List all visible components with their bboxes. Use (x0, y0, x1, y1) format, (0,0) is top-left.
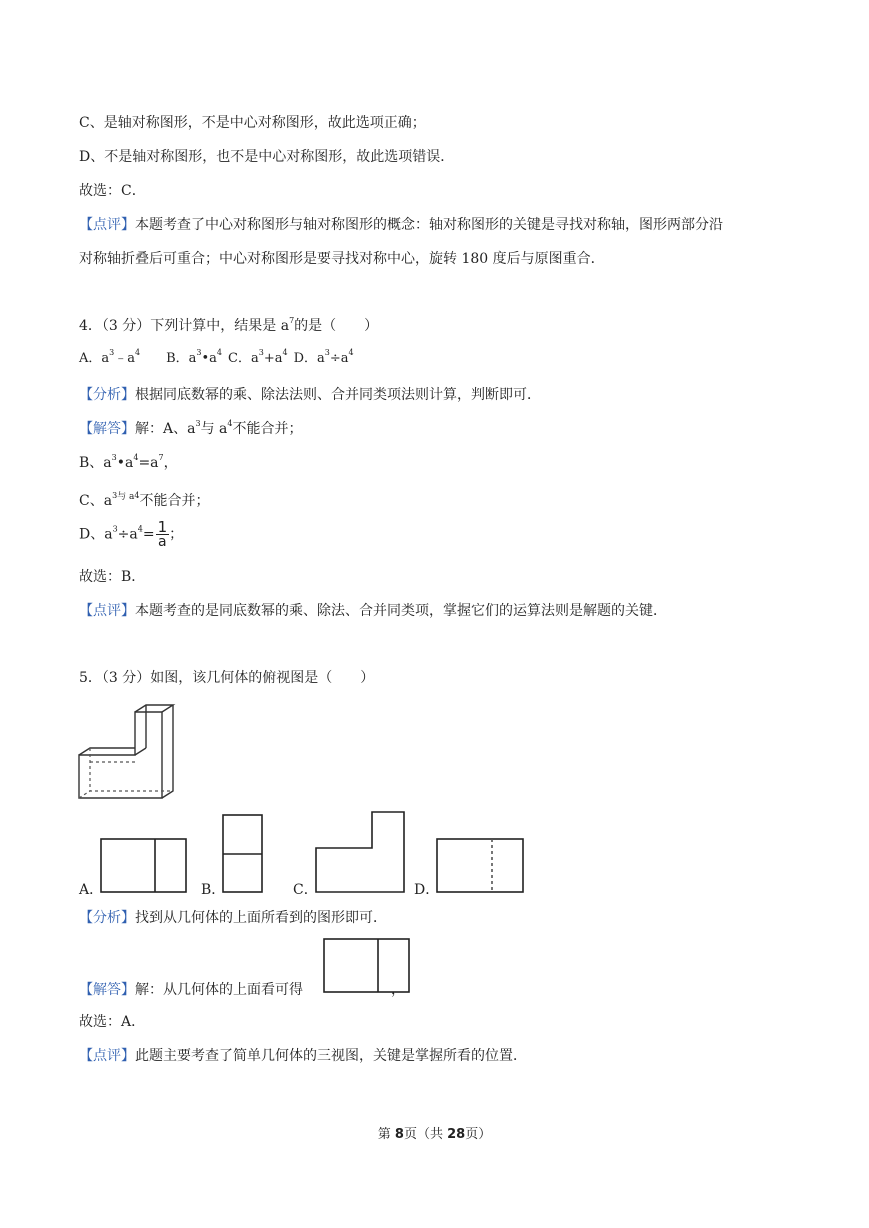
option-a-label: A． (79, 882, 104, 898)
exponent: 7 (289, 316, 295, 325)
option-c: C．$a^3+a^4$ (228, 348, 288, 366)
option-d-label: D． (414, 882, 440, 898)
option-d: D．$a^3\div a^4$ (293, 348, 354, 366)
page-footer: 第 8页（共 28页） (377, 1127, 492, 1142)
option-d-figure (436, 838, 526, 894)
review-text: 本题考查了中心对称图形与轴对称图形的概念：轴对称图形的关键是寻找对称轴，图形两部分沿 (135, 217, 723, 233)
review-tag: 【点评】 (79, 603, 135, 619)
answer-line-d: D、$a^3\div a^4=$ $\frac{1}{a}$ ； (79, 518, 184, 550)
analysis-text: 根据同底数幂的乘、除法法则、合并同类项法则计算，判断即可． (135, 387, 541, 403)
analysis-line (79, 908, 387, 928)
option-c-figure (314, 810, 408, 894)
answer-line-a: 【解答】解：A、$a^3$与 $a^4$不能合并； (79, 419, 303, 437)
answer-tag: 【解答】 (79, 421, 135, 437)
question-4-options (79, 349, 354, 369)
choice-line: 故选：A． (79, 1014, 146, 1030)
review-line (79, 601, 667, 621)
option-a: A．$a^3﹣a^4$ (79, 348, 141, 366)
answer-tag: 【解答】 (79, 982, 135, 998)
review-line-cont: 对称轴折叠后可重合；中心对称图形是要寻找对称中心，旋转 180 度后与原图重合． (79, 251, 605, 267)
option-b-figure (222, 814, 264, 894)
answer-line-b: B、$a^3•a^4=a^7$， (79, 453, 178, 471)
stem-text: 的是（ ） (294, 318, 379, 334)
option-c-label: C． (293, 882, 318, 898)
question-4-stem (79, 316, 378, 336)
analysis-line (79, 385, 541, 405)
answer-line: 【解答】解：从几何体的上面看可得 ， (79, 982, 405, 998)
text-line: D、不是轴对称图形，也不是中心对称图形，故此选项错误． (79, 149, 455, 165)
review-tag: 【点评】 (79, 1048, 135, 1064)
review-tag: 【点评】 (79, 217, 135, 233)
choice-line: 故选：C． (79, 183, 146, 199)
fraction: $\frac{1}{a}$ (157, 518, 168, 550)
option-b-label: B． (201, 882, 226, 898)
question-5-stem: 5．（3 分）如图，该几何体的俯视图是（ ） (79, 670, 375, 686)
text-line: C、是轴对称图形，不是中心对称图形，故此选项正确； (79, 115, 426, 131)
choice-line: 故选：B． (79, 569, 146, 585)
analysis-tag: 【分析】 (79, 910, 135, 926)
page-number: 8 (394, 1127, 404, 1142)
answer-line-c: C、$a^{3与 a4}$不能合并； (79, 491, 210, 509)
analysis-text: 找到从几何体的上面所看到的图形即可． (135, 910, 387, 926)
page-total: 28 (447, 1127, 466, 1142)
solid-figure (76, 704, 176, 800)
answer-text: 解：从几何体的上面看可得 (135, 982, 303, 998)
analysis-tag: 【分析】 (79, 387, 135, 403)
stem-text: 4．（3 分）下列计算中，结果是 a (79, 318, 290, 334)
option-b: B．$a^3•a^4$ (166, 348, 223, 366)
review-line (79, 215, 723, 235)
review-text: 此题主要考查了简单几何体的三视图，关键是掌握所看的位置． (135, 1048, 527, 1064)
answer-figure (323, 938, 411, 994)
review-line (79, 1046, 527, 1066)
option-a-figure (100, 838, 188, 894)
review-text: 本题考查的是同底数幂的乘、除法、合并同类项，掌握它们的运算法则是解题的关键． (135, 603, 667, 619)
